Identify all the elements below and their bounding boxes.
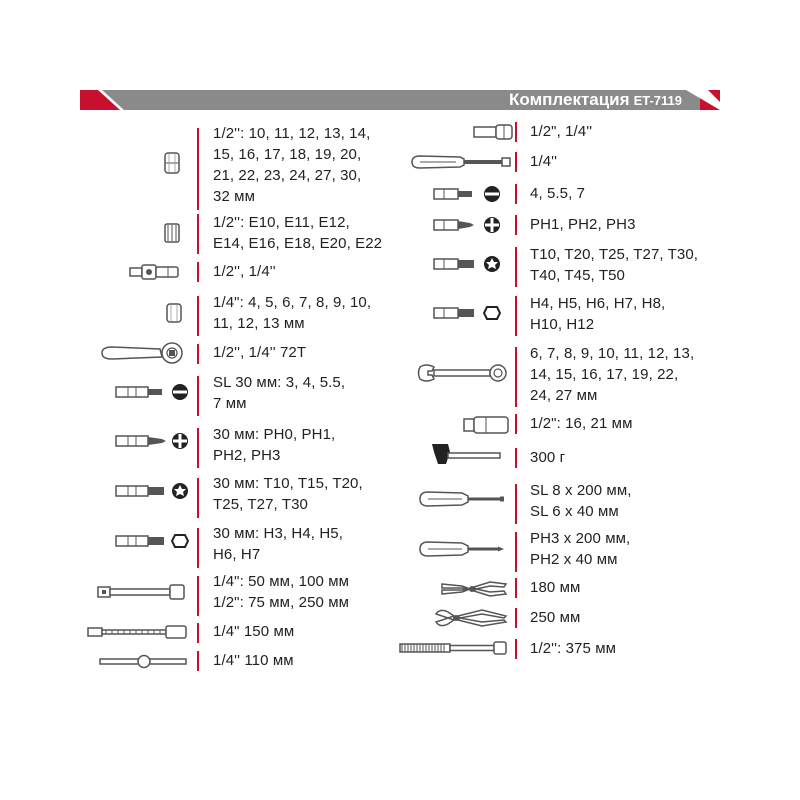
- phillips-bit-icon: [432, 214, 508, 241]
- adapter-icon: [472, 122, 518, 147]
- list-item-text: H10, H12: [530, 316, 595, 333]
- ratchet-icon: [100, 342, 186, 369]
- list-item-text: T25, T27, T30: [213, 496, 308, 513]
- list-item-text: 1/2'': 375 мм: [530, 640, 617, 657]
- header-model: ET-7119: [633, 93, 682, 108]
- phillips-bit-icon: [114, 430, 190, 457]
- list-item-text: 4, 5.5, 7: [530, 185, 586, 202]
- list-item-text: 1/4": 4, 5, 6, 7, 8, 9, 10,: [213, 294, 372, 311]
- list-item-text: SL 6 x 40 мм: [530, 503, 619, 520]
- slotted-bit-icon: [432, 183, 508, 210]
- header-title: [509, 90, 682, 110]
- list-item-text: 30 мм: T10, T15, T20,: [213, 475, 363, 492]
- t-handle-icon: [98, 652, 190, 675]
- list-item-text: 1/2'': 10, 11, 12, 13, 14,: [213, 125, 371, 142]
- list-item-text: PH2 x 40 мм: [530, 551, 618, 568]
- slotted-screwdriver-icon: [418, 488, 508, 515]
- list-item-text: SL 30 мм: 3, 4, 5.5,: [213, 374, 346, 391]
- list-item-text: T10, T20, T25, T27, T30,: [530, 246, 699, 263]
- list-item-text: T40, T45, T50: [530, 267, 625, 284]
- list-item-text: 14, 15, 16, 17, 19, 22,: [530, 366, 679, 383]
- list-item-text: H6, H7: [213, 546, 261, 563]
- water-pump-pliers-icon: [434, 606, 510, 635]
- spark-plug-socket-icon: [462, 414, 516, 441]
- torx-bit-icon: [114, 480, 190, 507]
- list-item-text: 15, 16, 17, 18, 19, 20,: [213, 146, 362, 163]
- list-item-text: 1/4'' 110 мм: [213, 652, 294, 669]
- list-item-text: 11, 12, 13 мм: [213, 315, 305, 332]
- list-item-text: H4, H5, H6, H7, H8,: [530, 295, 666, 312]
- list-item-text: E14, E16, E18, E20, E22: [213, 235, 383, 252]
- list-item-text: 30 мм: H3, H4, H5,: [213, 525, 343, 542]
- header-title-text: Комплектация: [509, 90, 630, 109]
- extension-bar-icon: [96, 578, 188, 609]
- list-item-text: PH1, PH2, PH3: [530, 216, 636, 233]
- universal-joint-icon: [128, 262, 186, 287]
- hammer-icon: [428, 442, 504, 473]
- torx-socket-icon: [160, 222, 184, 249]
- combination-wrench-icon: [418, 362, 508, 389]
- torx-bit-icon: [432, 253, 508, 280]
- list-item-text: 1/4'': [530, 153, 558, 170]
- list-item-text: 32 мм: [213, 188, 255, 205]
- list-item-text: PH3 x 200 мм,: [530, 530, 631, 547]
- small-socket-icon: [162, 302, 186, 329]
- list-item-text: 180 мм: [530, 579, 581, 596]
- list-item-text: 1/2'', 1/4'': [213, 263, 276, 280]
- flexible-extension-icon: [86, 622, 192, 647]
- hex-bit-icon: [114, 530, 190, 557]
- slotted-bit-icon: [114, 381, 190, 408]
- bit-driver-icon: [410, 152, 514, 177]
- list-item-text: 1/2": 16, 21 мм: [530, 415, 633, 432]
- list-item-text: 1/2", 1/4'': [530, 123, 593, 140]
- list-item-text: 250 мм: [530, 609, 581, 626]
- socket-icon: [160, 152, 184, 179]
- breaker-bar-icon: [398, 638, 512, 663]
- list-item-text: PH2, PH3: [213, 447, 281, 464]
- list-item-text: 21, 22, 23, 24, 27, 30,: [213, 167, 362, 184]
- list-item-text: 7 мм: [213, 395, 247, 412]
- list-item-text: 24, 27 мм: [530, 387, 598, 404]
- list-item-text: 300 г: [530, 449, 566, 466]
- list-item-text: 1/2": 75 мм, 250 мм: [213, 594, 350, 611]
- list-item-text: SL 8 x 200 мм,: [530, 482, 632, 499]
- list-item-text: 1/2'', 1/4'' 72T: [213, 344, 307, 361]
- hex-bit-icon: [432, 302, 508, 329]
- list-item-text: 1/4" 150 мм: [213, 623, 295, 640]
- phillips-screwdriver-icon: [418, 538, 508, 565]
- header-band: [80, 88, 720, 112]
- list-item-text: 1/2'': E10, E11, E12,: [213, 214, 350, 231]
- list-item-text: 6, 7, 8, 9, 10, 11, 12, 13,: [530, 345, 695, 362]
- pliers-icon: [440, 578, 510, 605]
- list-item-text: 1/4": 50 мм, 100 мм: [213, 573, 350, 590]
- list-item-text: 30 мм: PH0, PH1,: [213, 426, 336, 443]
